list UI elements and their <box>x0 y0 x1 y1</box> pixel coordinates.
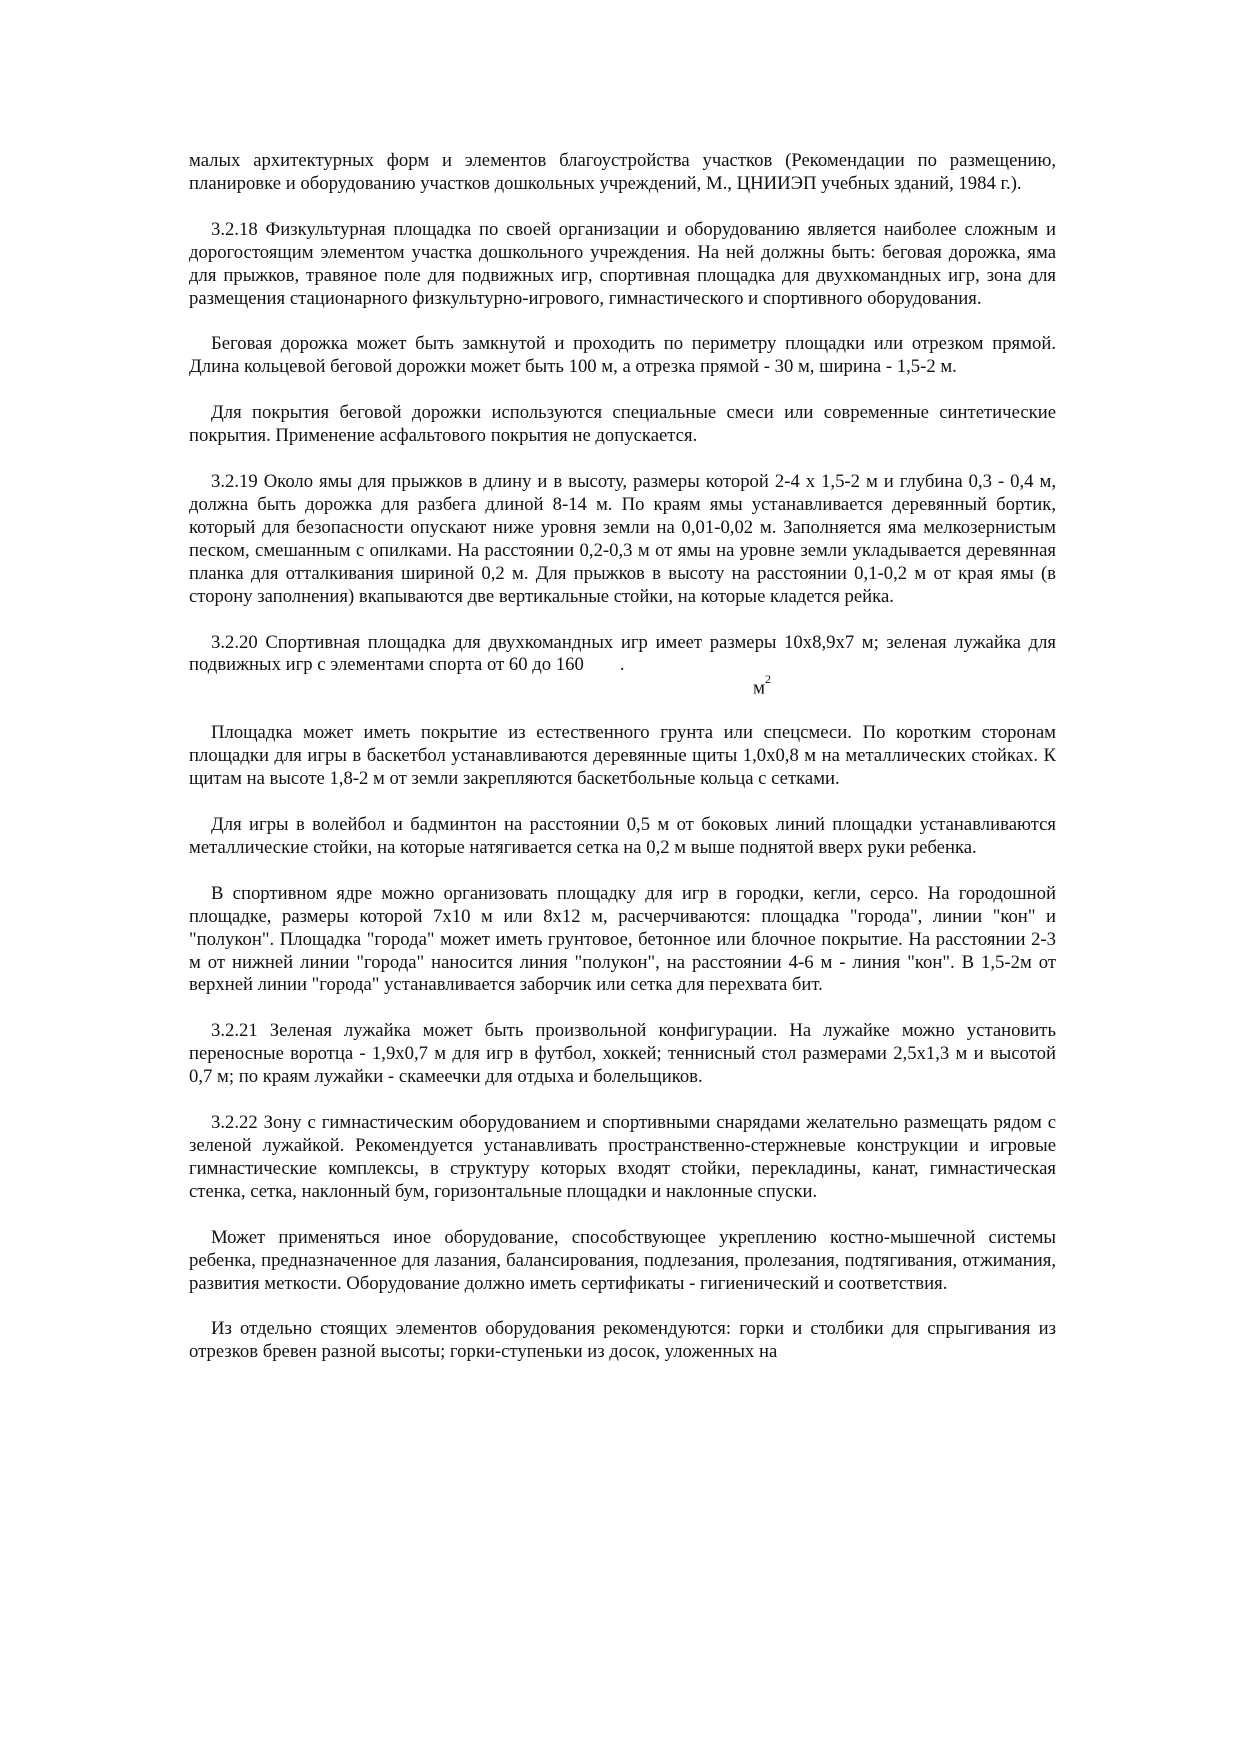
paragraph-volleyball: Для игры в волейбол и бадминтон на расстоянии 0,5 м от боковых линий площадки устанавливаются металлические стойки, на которые натягивается сетка на 0,2 м выше поднятой вверх руки ребенка. <box>189 814 1056 858</box>
paragraph-3-2-20-end: . <box>619 654 625 676</box>
paragraph-track-surface: Для покрытия беговой дорожки используются специальные смеси или современные синтетические покрытия. Применение асфальтового покрытия не допускается. <box>189 402 1056 447</box>
paragraph-gorodki: В спортивном ядре можно организовать площадку для игр в городки, кегли, серсо. На городошной площадке, размеры которой 7х10 м или 8х12 м, расчерчиваются: площадка "города", линии "кон" и "полукон". Площадка "города" может иметь грунтовое, бетонное или блочное покрытие. На расстоянии 2-3 м от нижней линии "города" наносится линия "полукон", на расстоянии 4-6 м - линия "кон". В 1,5-2м от верхней линии "города" устанавливается заборчик или сетка для перехвата бит. <box>189 882 1056 996</box>
paragraph-standalone-elements: Из отдельно стоящих элементов оборудования рекомендуются: горки и столбики для спрыгивания из отрезков бревен разной высоты; горки-ступеньки из досок, уложенных на <box>189 1318 1056 1363</box>
unit-base: м <box>753 677 766 699</box>
unit-exponent: 2 <box>765 672 772 687</box>
paragraph-3-2-18: 3.2.18 Физкультурная площадка по своей организации и оборудованию является наиболее сложным и дорогостоящим элементом участка дошкольного учреждения. На ней должны быть: беговая дорожка, яма для прыжков, травяное поле для подвижных игр, спортивная площадка для двухкомандных игр, зона для размещения стационарного физкультурно-игрового, гимнастического и спортивного оборудования. <box>189 218 1056 309</box>
unit-line <box>189 663 1056 699</box>
unit-square-meters <box>753 671 771 700</box>
paragraph-other-equipment: Может применяться иное оборудование, способствующее укреплению костно-мышечной системы ребенка, предназначенное для лазания, балансирования, подлезания, пролезания, подтягивания, отжимания, развития меткости. Оборудование должно иметь сертификаты - гигиенический и соответствия. <box>189 1226 1056 1294</box>
paragraph-running-track: Беговая дорожка может быть замкнутой и проходить по периметру площадки или отрезком прямой. Длина кольцевой беговой дорожки может быть 100 м, а отрезка прямой - 30 м, ширина - 1,5-2 м. <box>189 333 1056 378</box>
paragraph-3-2-19: 3.2.19 Около ямы для прыжков в длину и в высоту, размеры которой 2-4 х 1,5-2 м и глубина 0,3 - 0,4 м, должна быть дорожка для разбега длиной 8-14 м. По краям ямы устанавливается деревянный бортик, который для безопасности опускают ниже уровня земли на 0,01-0,02 м. Заполняется яма мелкозернистым песком, смешанным с опилками. На расстоянии 0,2-0,3 м от ямы на уровне земли укладывается деревянная планка для отталкивания шириной 0,2 м. Для прыжков в высоту на расстоянии 0,1-0,2 м от края ямы (в сторону заполнения) вкапываются две вертикальные стойки, на которые кладется рейка. <box>189 471 1056 607</box>
paragraph-court-surface: Площадка может иметь покрытие из естественного грунта или спецсмеси. По коротким сторонам площадки для игры в баскетбол устанавливаются деревянные щиты 1,0х0,8 м на металлических стойках. К щитам на высоте 1,8-2 м от земли закрепляются баскетбольные кольца с сетками. <box>189 722 1056 790</box>
document-page <box>189 150 1056 1364</box>
paragraph-continuation: малых архитектурных форм и элементов благоустройства участков (Рекомендации по размещению, планировке и оборудованию участков дошкольных учреждений, М., ЦНИИЭП учебных зданий, 1984 г.). <box>189 150 1056 194</box>
paragraph-3-2-21: 3.2.21 Зеленая лужайка может быть произвольной конфигурации. На лужайке можно установить переносные воротца - 1,9х0,7 м для игр в футбол, хоккей; теннисный стол размерами 2,5х1,3 м и высотой 0,7 м; по краям лужайки - скамеечки для отдыха и болельщиков. <box>189 1020 1056 1088</box>
paragraph-3-2-22: 3.2.22 Зону с гимнастическим оборудованием и спортивными снарядами желательно размещать рядом с зеленой лужайкой. Рекомендуется устанавливать пространственно-стержневые конструкции и игровые гимнастические комплексы, в структуру которых входят стойки, перекладины, канат, гимнастическая стенка, сетка, наклонный бум, горизонтальные площадки и наклонные спуски. <box>189 1112 1056 1202</box>
paragraph-3-2-20-text: 3.2.20 Спортивная площадка для двухкомандных игр имеет размеры 10х8,9х7 м; зеленая лужайка для подвижных игр с элементами спорта от 60 до 160 <box>189 631 1056 676</box>
